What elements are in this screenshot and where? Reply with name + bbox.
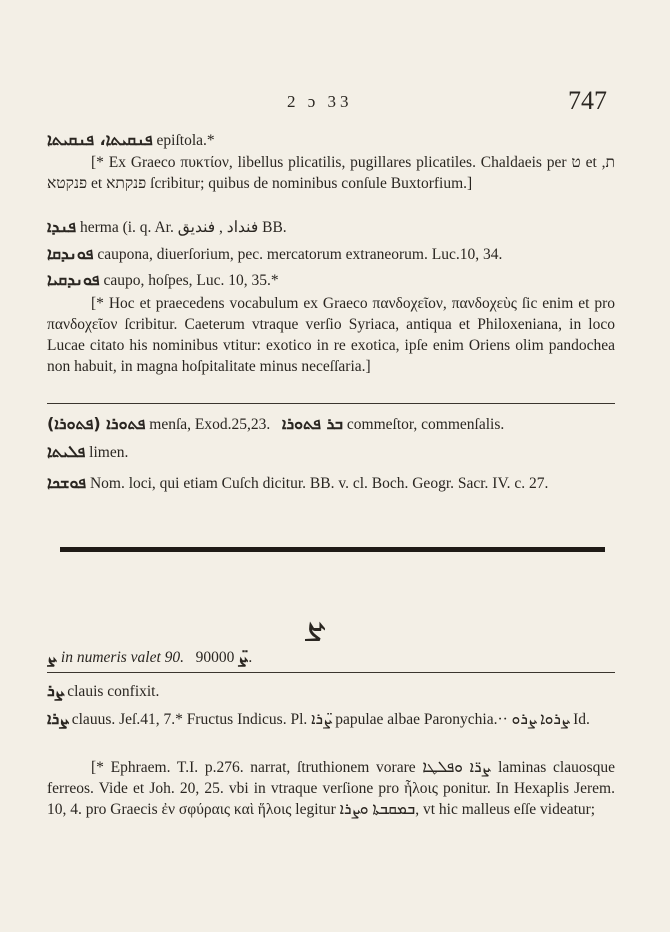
entry-gloss: herma (i. q. Ar. فنداد , فنديق BB. <box>79 219 287 236</box>
signature-mark: 2 ɔ 33 <box>287 92 353 111</box>
entry-numeral <box>47 647 615 668</box>
syriac-headword: ܦܠܝܬܐ <box>47 442 86 461</box>
syriac-headword: ܦܢܩܝܬܐ، ܦܢܩܝܬܐ <box>47 130 153 149</box>
entry-gloss: epiſtola.* <box>156 132 215 149</box>
entry-herma <box>47 217 615 238</box>
entry-caupo <box>47 270 615 291</box>
entry-cusch <box>47 472 615 494</box>
entry-limen <box>47 442 615 463</box>
syriac-headword: ܨ <box>47 647 58 666</box>
syriac-headword: ܨܪܐ <box>47 709 68 728</box>
divider <box>47 672 615 673</box>
syriac-headword: ܒܪ ܦܬܘܪܐ <box>281 414 344 433</box>
entry-gloss: menſa, Exod.25,23. <box>149 416 271 433</box>
syriac-headword: ܦܢܕܐ <box>47 217 77 236</box>
note-paragraph: [* Hoc et praecedens vocabulum ex Graeco πανδοχεῖον, πανδοχεὺς ſic enim et pro πανδοχεῖον ſcribitur. Caeterum vtraque verſio Syriaca, antiqua et Philoxeniana, in loco Lucae citato his nominibus vtitur: exotico in re exotica, ipſe enim Oriens olim pandochea non habuit, in magna hoſpitalitate minus neceſſaria.] <box>47 295 615 375</box>
entry-caupona <box>47 244 615 265</box>
syriac-headword: ܨ̈ <box>238 647 249 666</box>
entry-gloss: commeſtor, commenſalis. <box>346 416 505 433</box>
entry-gloss: Nom. loci, qui etiam Cuſch dicitur. BB. v. cl. Boch. Geogr. Sacr. IV. c. 27. <box>89 475 549 492</box>
syriac-headword: ܦܘܫܟܐ <box>47 473 87 492</box>
entry-gloss: limen. <box>89 444 129 461</box>
entry-mensa <box>47 414 615 435</box>
syriac-headword: ܦܘܢܕܩܝܐ <box>47 270 100 289</box>
syriac-headword: ܨܪ <box>47 681 64 700</box>
syriac-headword: (ܦܬܘܪܐ) ܦܬܘܪܐ <box>47 414 146 433</box>
note-paragraph: [* Ex Graeco πυκτίον, libellus plicatilis, pugillares plicatiles. Chaldaeis per ט et ת, פנקטא et פנקתא ſcribitur; quibus de nominibus conſule Buxtorfium.] <box>47 154 615 192</box>
note-paragraph: [* Ephraem. T.I. p.276. narrat, ſtruthionem vorare ܨܪ̈ܐ ܘܦܠܛܐ laminas clauosque ferreos. Vide et Joh. 20, 25. vbi in vtraque verſione pro ἧλοις ponitur. In Hexaplis Jerem. 10, 4. pro Graecis ἐν σφύραις καὶ ἥλοις legitur ܒܡܩܒܬܐ ܘܨܪܐ, vt hic malleus eſſe videatur; <box>47 759 615 818</box>
entry-clauus <box>47 708 615 730</box>
entry-clauis <box>47 681 615 702</box>
section-divider <box>60 547 605 552</box>
entry-gloss: clauus. Jeſ.41, 7.* Fructus Indicus. Pl. ܨ̈ܪܐ papulae albae Paronychia.·· ܨܪܘܐ ܨܪܘ Id. <box>71 711 590 728</box>
entry-gloss: caupona, diuerſorium, pec. mercatorum extraneorum. Luc.10, 34. <box>97 246 503 263</box>
section-letter: ܨ <box>305 600 327 640</box>
entry-gloss: in numeris valet 90. <box>60 649 185 666</box>
syriac-headword: ܦܘܢܕܩܐ <box>47 244 94 263</box>
entry-gloss: 90000. <box>195 649 253 666</box>
entry-epistola <box>47 130 615 151</box>
divider <box>47 403 615 404</box>
entry-gloss: clauis confixit. <box>67 683 160 700</box>
page-number: 747 <box>568 86 607 115</box>
entry-gloss: caupo, hoſpes, Luc. 10, 35.* <box>103 272 279 289</box>
